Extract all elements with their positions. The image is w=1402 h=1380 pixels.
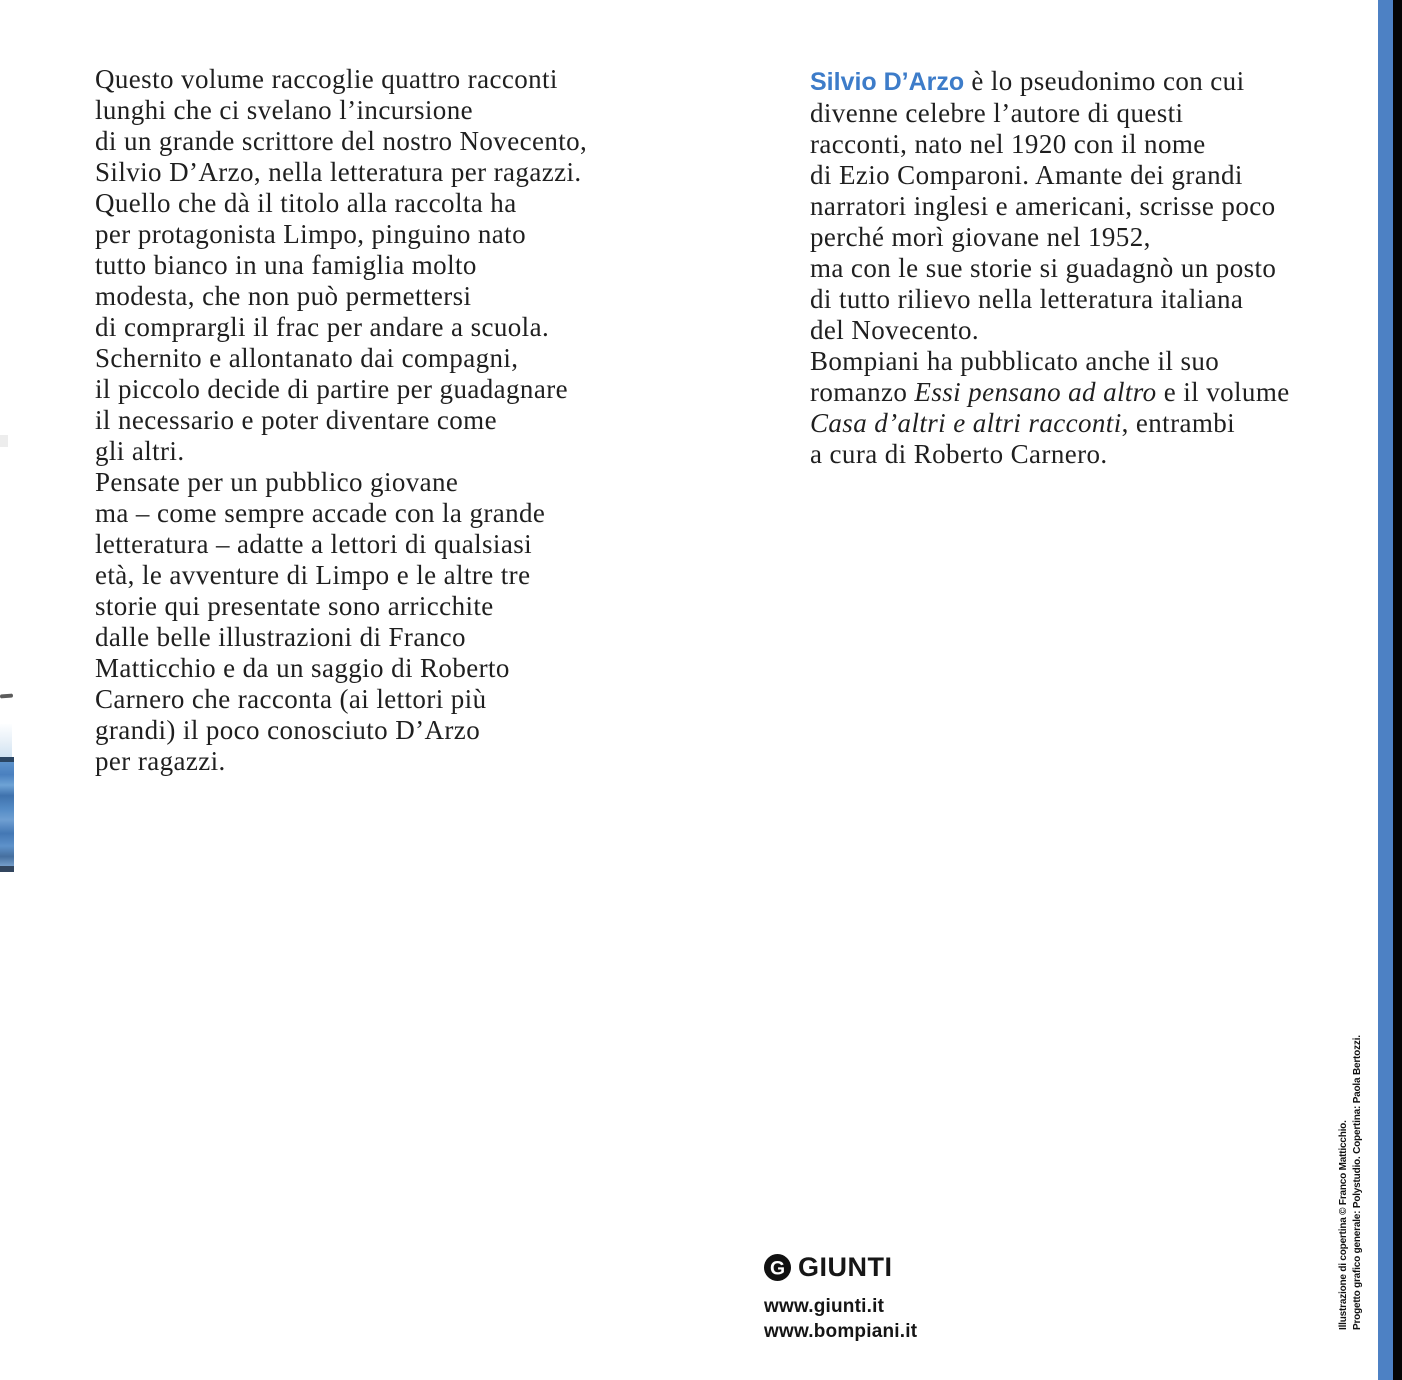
- right-edge-black-stripe: [1393, 0, 1402, 1380]
- author-bio-line: di tutto rilievo nella letteratura italiana: [810, 284, 1244, 314]
- publisher-block: [764, 1252, 917, 1344]
- synopsis-line: Questo volume raccoglie quattro racconti: [95, 64, 558, 94]
- synopsis-line: modesta, che non può permettersi: [95, 281, 472, 311]
- synopsis-line: per protagonista Limpo, pinguino nato: [95, 219, 526, 249]
- author-bio-line: Silvio D’Arzo è lo pseudonimo con cui: [810, 66, 1245, 96]
- author-bio-line: narratori inglesi e americani, scrisse poco: [810, 191, 1276, 221]
- author-bio-line: ma con le sue storie si guadagnò un posto: [810, 253, 1277, 283]
- synopsis-line: Quello che dà il titolo alla raccolta ha: [95, 188, 517, 218]
- synopsis-line: per ragazzi.: [95, 746, 226, 776]
- synopsis-line: grandi) il poco conosciuto D’Arzo: [95, 715, 481, 745]
- author-bio-line: divenne celebre l’autore di questi: [810, 98, 1184, 128]
- credit-illustration: Illustrazione di copertina © Franco Matticchio.: [1338, 1120, 1349, 1330]
- synopsis-line: Silvio D’Arzo, nella letteratura per ragazzi.: [95, 157, 582, 187]
- synopsis-line: gli altri.: [95, 436, 185, 466]
- synopsis-line: età, le avventure di Limpo e le altre tre: [95, 560, 531, 590]
- credit-design: Progetto grafico generale: Polystudio. Copertina: Paola Bertozzi.: [1351, 1035, 1363, 1330]
- author-bio-column: [810, 66, 1290, 470]
- author-name-highlight: Silvio D’Arzo: [810, 68, 965, 96]
- synopsis-line: letteratura – adatte a lettori di qualsiasi: [95, 529, 533, 559]
- synopsis-line: di un grande scrittore del nostro Novecento,: [95, 126, 588, 156]
- author-bio-line: Bompiani ha pubblicato anche il suo: [810, 346, 1220, 376]
- publisher-urls: [764, 1294, 917, 1344]
- credits-vertical: [1337, 996, 1364, 1330]
- spine-blue-wash: [0, 724, 12, 758]
- author-bio-line: Casa d’altri e altri racconti, entrambi: [810, 408, 1236, 438]
- author-bio-line: racconti, nato nel 1920 con il nome: [810, 129, 1206, 159]
- publisher-logo-text: GIUNTI: [798, 1252, 893, 1282]
- synopsis-line: storie qui presentate sono arricchite: [95, 591, 494, 621]
- spine-blue-watercolor: [0, 762, 14, 867]
- giunti-g-glyph: G: [769, 1257, 786, 1280]
- synopsis-line: di comprargli il frac per andare a scuola.: [95, 312, 550, 342]
- spine-dark-line-bottom: [0, 866, 14, 872]
- author-bio-line: del Novecento.: [810, 315, 980, 345]
- author-bio-line: perché morì giovane nel 1952,: [810, 222, 1151, 252]
- synopsis-line: Matticchio e da un saggio di Roberto: [95, 653, 510, 683]
- synopsis-line: ma – come sempre accade con la grande: [95, 498, 546, 528]
- cover-spine-art: [0, 0, 16, 1380]
- synopsis-column: [95, 64, 587, 777]
- author-bio-line: romanzo Essi pensano ad altro e il volume: [810, 377, 1290, 407]
- publisher-url-bompiani: www.bompiani.it: [764, 1321, 918, 1342]
- spine-pencil-line: [0, 694, 13, 699]
- author-bio-line: a cura di Roberto Carnero.: [810, 439, 1108, 469]
- spine-faint-mark: [0, 435, 8, 447]
- giunti-g-icon: [764, 1254, 791, 1281]
- synopsis-line: Carnero che racconta (ai lettori più: [95, 684, 487, 714]
- synopsis-line: dalle belle illustrazioni di Franco: [95, 622, 466, 652]
- synopsis-line: il necessario e poter diventare come: [95, 405, 497, 435]
- synopsis-line: Schernito e allontanato dai compagni,: [95, 343, 519, 373]
- synopsis-line: il piccolo decide di partire per guadagnare: [95, 374, 568, 404]
- synopsis-line: tutto bianco in una famiglia molto: [95, 250, 477, 280]
- right-edge-blue-stripe: [1378, 0, 1393, 1380]
- publisher-url-giunti: www.giunti.it: [764, 1296, 885, 1317]
- synopsis-line: Pensate per un pubblico giovane: [95, 467, 459, 497]
- synopsis-line: lunghi che ci svelano l’incursione: [95, 95, 473, 125]
- author-bio-line: di Ezio Comparoni. Amante dei grandi: [810, 160, 1243, 190]
- publisher-logo: [764, 1252, 917, 1283]
